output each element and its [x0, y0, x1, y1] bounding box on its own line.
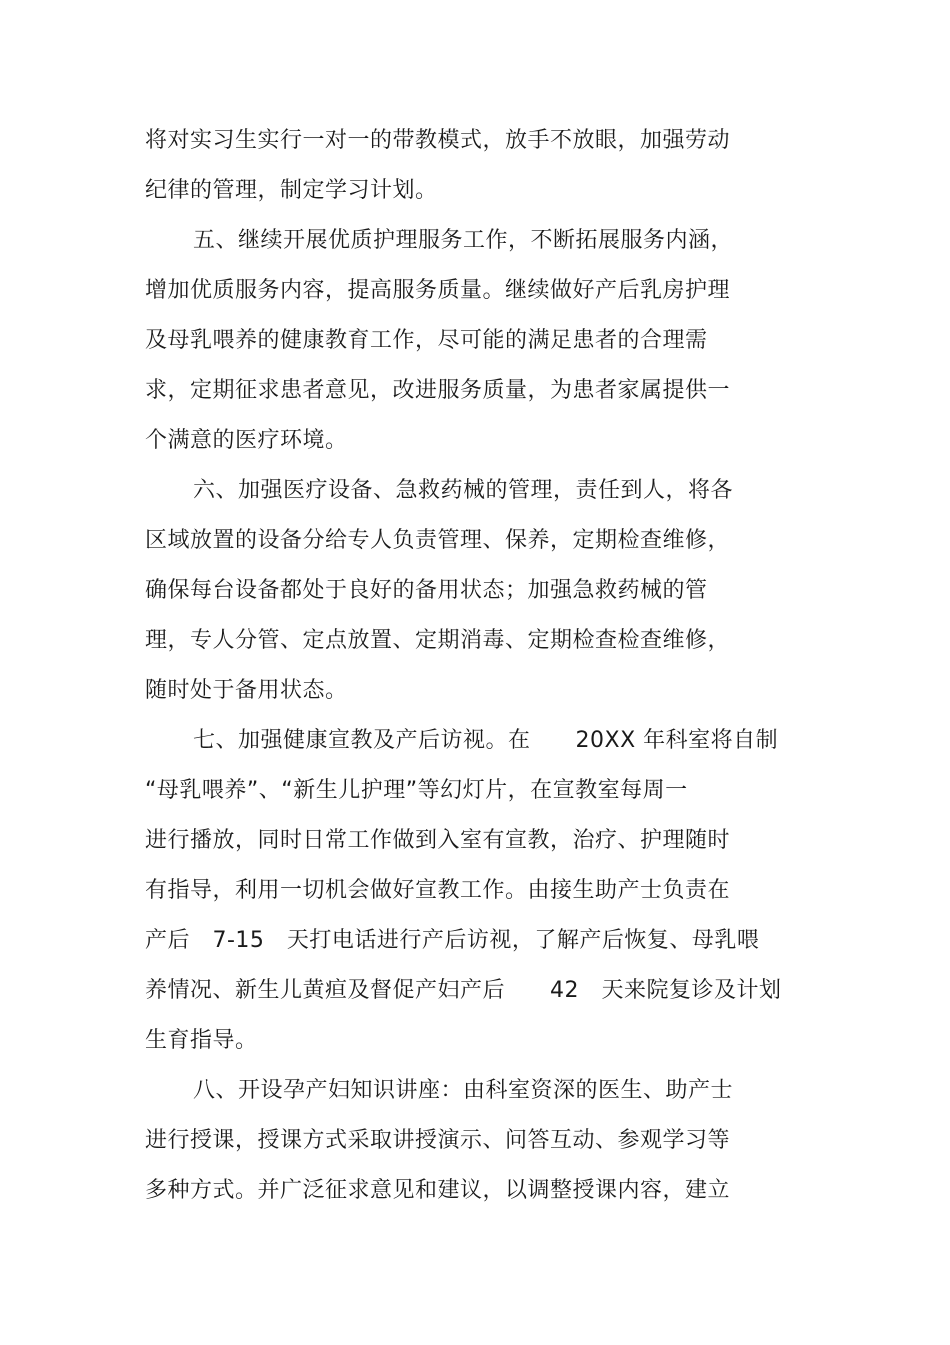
text-line-19: 生育指导。	[145, 1028, 258, 1053]
text-line-2: 纪律的管理，制定学习计划。	[145, 178, 438, 203]
text-line-7: 个满意的医疗环境。	[145, 428, 348, 453]
text-line-5: 及母乳喂养的健康教育工作，尽可能的满足患者的合理需	[145, 328, 708, 353]
text-line-12: 随时处于备用状态。	[145, 678, 348, 703]
text-line-9: 区域放置的设备分给专人负责管理、保养，定期检查维修，	[145, 528, 731, 553]
paragraph-8-heading-line: 八、开设孕产妇知识讲座：由科室资深的医生、助产士	[193, 1078, 734, 1103]
paragraph-6-heading-line: 六、加强医疗设备、急救药械的管理，责任到人，将各	[193, 478, 734, 503]
text-line-10: 确保每台设备都处于良好的备用状态；加强急救药械的管	[145, 578, 708, 603]
text-line-16: 有指导，利用一切机会做好宣教工作。由接生助产士负责在	[145, 878, 731, 903]
text-line-21: 进行授课，授课方式采取讲授演示、问答互动、参观学习等	[145, 1128, 731, 1153]
text-line-14: “母乳喂养”、“新生儿护理”等幻灯片，在宣教室每周一	[145, 778, 688, 803]
text-line-15: 进行播放，同时日常工作做到入室有宣教，治疗、护理随时	[145, 828, 731, 853]
text-line-11: 理，专人分管、定点放置、定期消毒、定期检查检查维修，	[145, 628, 731, 653]
text-line-18: 养情况、新生儿黄疸及督促产妇产后 42 天来院复诊及计划	[145, 978, 782, 1003]
text-line-1: 将对实习生实行一对一的带教模式，放手不放眼，加强劳动	[145, 128, 731, 153]
paragraph-5-heading-line: 五、继续开展优质护理服务工作，不断拓展服务内涵，	[193, 228, 734, 253]
text-line-4: 增加优质服务内容，提高服务质量。继续做好产后乳房护理	[145, 278, 731, 303]
text-line-22: 多种方式。并广泛征求意见和建议，以调整授课内容，建立	[145, 1178, 731, 1203]
paragraph-7-heading-line: 七、加强健康宣教及产后访视。在 20XX 年科室将自制	[193, 728, 779, 753]
text-line-17: 产后 7-15 天打电话进行产后访视，了解产后恢复、母乳喂	[145, 928, 760, 953]
text-line-6: 求，定期征求患者意见，改进服务质量，为患者家属提供一	[145, 378, 731, 403]
